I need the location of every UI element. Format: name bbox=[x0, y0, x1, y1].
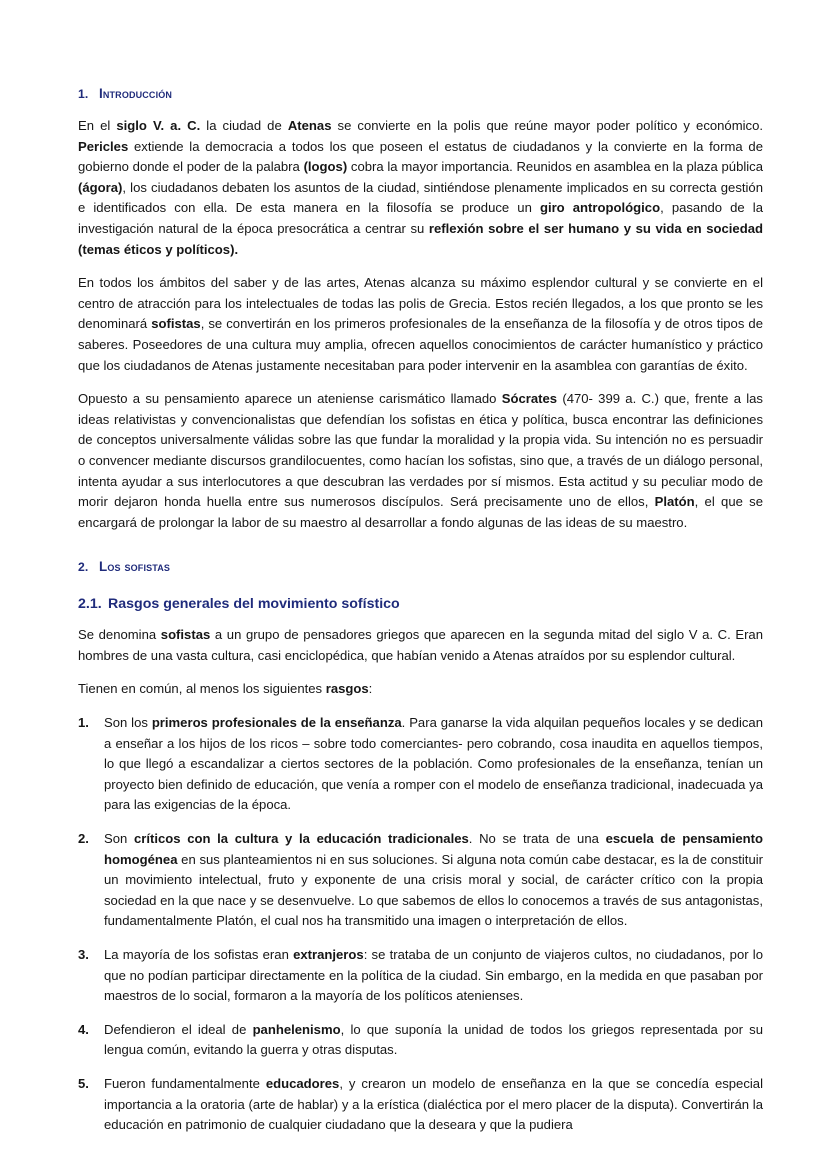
text-run: : bbox=[368, 681, 373, 697]
text-run-bold: Platón bbox=[654, 494, 695, 510]
heading-rasgos-generales bbox=[78, 596, 763, 612]
text-run-bold: escuela de pensamiento homogénea bbox=[104, 831, 763, 867]
paragraph-intro-1 bbox=[78, 116, 763, 260]
text-run: Son los bbox=[104, 715, 152, 731]
text-run-bold: educadores bbox=[265, 1075, 340, 1091]
text-run: Opuesto a su pensamiento aparece un ateniense carismático llamado bbox=[78, 391, 502, 407]
list-item bbox=[78, 713, 763, 816]
text-run: , los ciudadanos debaten los asuntos de la ciudad, sintiéndose plenamente implicados en su correcta gestión e identificados con ella. De esta manera en la filosofía se produce un bbox=[78, 179, 763, 216]
text-run-bold: (ágora) bbox=[78, 179, 123, 195]
text-run: . No se trata de una bbox=[468, 831, 606, 847]
rasgos-list bbox=[78, 713, 763, 1136]
heading-text: Rasgos generales del movimiento sofístico bbox=[108, 596, 400, 613]
text-run: Fueron fundamentalmente bbox=[104, 1075, 266, 1091]
text-run-bold: (logos) bbox=[303, 159, 348, 175]
text-run-bold: extranjeros bbox=[293, 947, 364, 962]
heading-text: Introducción bbox=[99, 86, 173, 101]
text-run: , pasando de la investigación natural de la época presocrática a centrar su bbox=[78, 200, 764, 236]
paragraph-sofistas-def bbox=[78, 625, 763, 666]
text-run-bold: rasgos bbox=[325, 681, 369, 697]
heading-number: 2. bbox=[78, 560, 89, 575]
list-marker: 2. bbox=[78, 831, 89, 847]
text-run: a un grupo de pensadores griegos que aparecen en la segunda mitad del siglo V a. C. Eran hombres de una vasta cultura, casi enciclopédica, que habían venido a Atenas atraídos por su esplendor cultural. bbox=[78, 627, 763, 663]
text-run: En todos los ámbitos del saber y de las artes, Atenas alcanza su máximo esplendor cultural y se convierte en el centro de atracción para los intelectuales de todas las polis de Grecia. Estos recién llegados, a los que pronto se les denominará bbox=[78, 275, 763, 332]
list-item bbox=[78, 945, 763, 1007]
list-marker: 1. bbox=[78, 715, 89, 731]
text-run-bold: primeros profesionales de la enseñanza bbox=[151, 715, 402, 731]
text-run-bold: Sócrates bbox=[501, 391, 558, 407]
heading-los-sofistas bbox=[78, 559, 763, 574]
document-content bbox=[78, 86, 763, 1136]
text-run: extiende la democracia a todos los que poseen el estatus de ciudadanos y la convierte en la forma de gobierno donde el poder de la palabra bbox=[78, 138, 763, 175]
paragraph-intro-3 bbox=[78, 389, 763, 533]
text-run: Se denomina bbox=[78, 627, 161, 643]
text-run-bold: reflexión sobre el ser humano y su vida en sociedad (temas éticos y políticos). bbox=[78, 220, 763, 257]
paragraph-intro-2 bbox=[78, 273, 763, 376]
list-item bbox=[78, 829, 763, 932]
heading-text: Los sofistas bbox=[99, 559, 171, 575]
list-item bbox=[78, 1020, 763, 1061]
text-run-bold: giro antropológico bbox=[539, 200, 661, 216]
text-run: , se convertirán en los primeros profesionales de la enseñanza de la filosofía y de otros tipos de saberes. Poseedores de una cultura muy amplia, ofrecen aquellos conocimientos de carácter humanístico y práctico que los ciudadanos de Atenas justamente necesitaban para poder intervenir en la asamblea con garantías de éxito. bbox=[78, 316, 763, 373]
heading-introduccion bbox=[78, 86, 763, 101]
text-run: la ciudad de bbox=[200, 118, 288, 133]
list-marker: 3. bbox=[78, 947, 89, 962]
list-item bbox=[78, 1074, 763, 1136]
list-marker: 4. bbox=[78, 1021, 89, 1037]
heading-number: 2.1. bbox=[78, 596, 102, 613]
text-run: en sus planteamientos ni en sus soluciones. Si alguna nota común cabe destacar, es la de constituir un movimiento intelectual, fruto y exponente de una crisis moral y social, de carácter crítico con la propia sociedad en la que nace y se desenvuelve. Lo que sabemos de ellos lo conocemos a través de sus antagonistas, fundamentalmente Platón, el cual nos ha transmitido una imagen o interpretación de ellos. bbox=[104, 851, 763, 929]
list-marker: 5. bbox=[78, 1075, 89, 1091]
text-run-bold: Atenas bbox=[287, 118, 332, 133]
text-run: Son bbox=[104, 831, 134, 847]
text-run: , lo que suponía la unidad de todos los griegos representada por su lengua común, evitando la guerra y otras disputas. bbox=[104, 1021, 763, 1058]
paragraph-rasgos-intro bbox=[78, 679, 763, 700]
text-run-bold: críticos con la cultura y la educación tradicionales bbox=[133, 831, 469, 847]
text-run: : se trataba de un conjunto de viajeros cultos, no ciudadanos, por lo que no podían participar directamente en la política de la ciudad. Sin embargo, en la medida en que pasaban por maestros de lo social, formaron a la mayoría de los políticos atenienses. bbox=[104, 947, 763, 1004]
text-run: (470- 399 a. C.) que, frente a las ideas relativistas y convencionalistas que defendían los sofistas en ética y política, busca encontrar las definiciones de conceptos universalmente válidas sobre las que fundar la moralidad y la propia vida. Su intención no es persuadir o convencer mediante discursos grandilocuentes, como hacían los sofistas, sino que, a través de un diálogo personal, intenta ayudar a sus interlocutores a que descubran las verdades por sí mismos. Esta actitud y su peculiar modo de morir dejaron honda huella entre sus numerosos discípulos. Será precisamente uno de ellos, bbox=[78, 391, 763, 510]
text-run: En el bbox=[78, 118, 117, 133]
text-run: cobra la mayor importancia. Reunidos en asamblea en la plaza pública bbox=[347, 159, 764, 175]
text-run: . Para ganarse la vida alquilan pequeños locales y se dedican a enseñar a los hijos de los ricos – sobre todo comerciantes- pero cobrando, cosa inaudita en aquellos tiempos, lo que llegó a escandalizar a ciertos sectores de la población. Como profesionales de la enseñanza, tenían un proyecto bien definido de educación, que venía a romper con el modelo de enseñanza tradicional, inadecuada ya para las exigencias de la época. bbox=[104, 715, 763, 813]
text-run: se convierte en la polis que reúne mayor poder político y económico. bbox=[331, 118, 763, 133]
text-run: , el que se encargará de prolongar la labor de su maestro al desarrollar a fondo algunas de las ideas de su maestro. bbox=[78, 494, 763, 530]
text-run: Tienen en común, al menos los siguientes bbox=[78, 681, 326, 697]
text-run-bold: panhelenismo bbox=[252, 1021, 341, 1037]
text-run: Defendieron el ideal de bbox=[104, 1021, 253, 1037]
text-run: , y crearon un modelo de enseñanza en la que se concedía especial importancia a la oratoria (arte de hablar) y a la erística (dialéctica por el mero placer de la disputa). Convertirán la educación en patrimonio de cualquier ciudadano que la deseara y que la pudiera bbox=[104, 1075, 763, 1133]
text-run-bold: Pericles bbox=[78, 138, 129, 154]
text-run-bold: sofistas bbox=[151, 316, 201, 332]
heading-number: 1. bbox=[78, 87, 89, 101]
text-run: La mayoría de los sofistas eran bbox=[104, 947, 294, 962]
text-run-bold: sofistas bbox=[160, 627, 211, 643]
text-run-bold: siglo V. a. C. bbox=[116, 118, 201, 133]
